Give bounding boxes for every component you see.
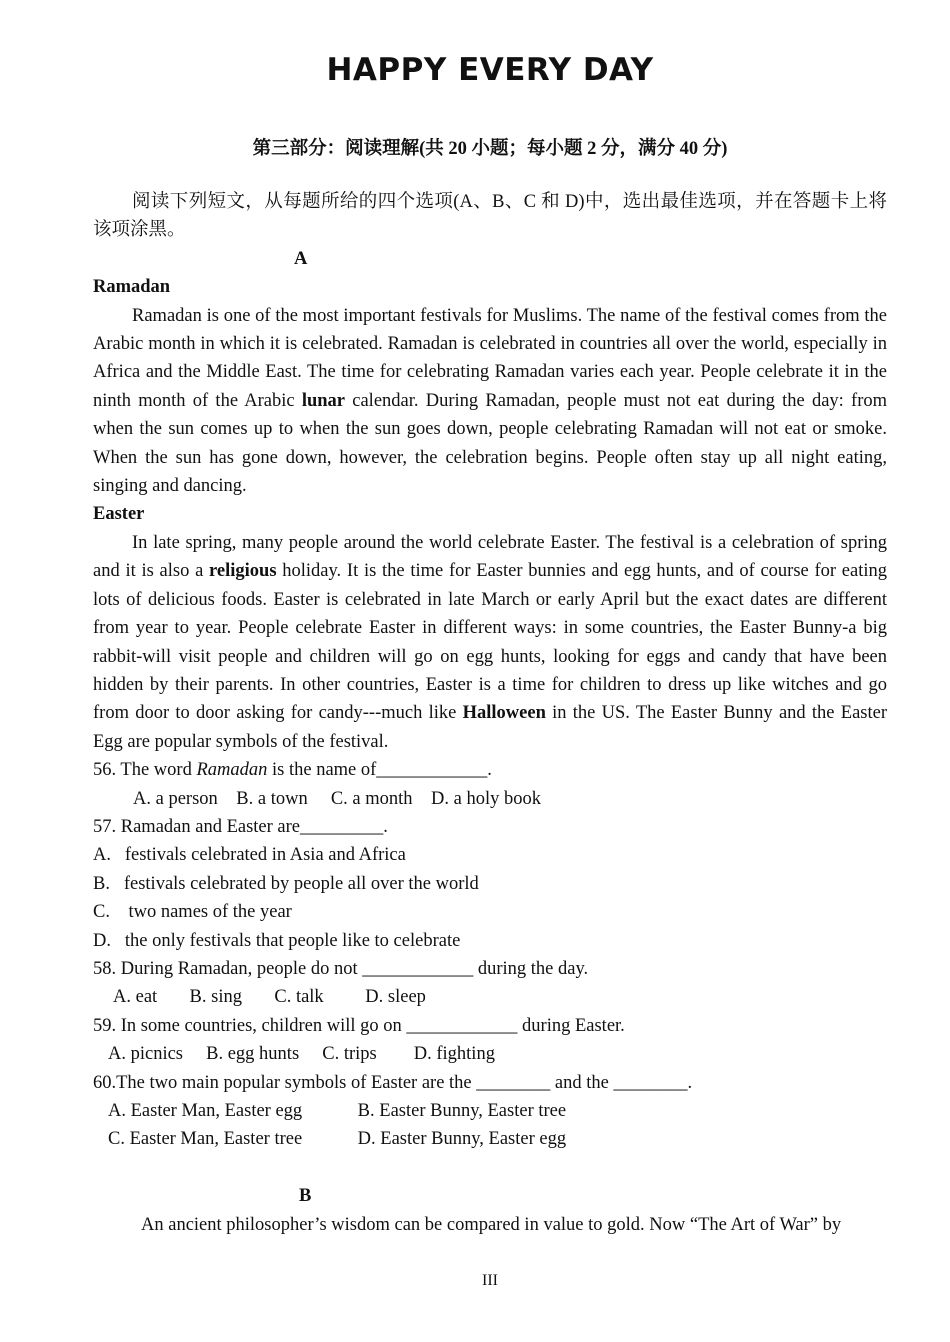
q60-options-row-1: A. Easter Man, Easter egg B. Easter Bunny, Easter tree bbox=[108, 1101, 567, 1121]
page-number: III bbox=[482, 1272, 498, 1289]
easter-text-2: holiday. It is the time for Easter bunnies and egg hunts, and of course for eating lots of delicious foods. Easter is celebrated in late March or early April but the exact dates are different from year to year. People celebrate Easter in different ways: in some countries, the Easter Bunny-a big rabbit-will visit people and children will go on egg hunts, looking for eggs and candy that have been hidden by their parents. In other countries, Easter is a time for children to dress up like witches and go from door to door asking for candy---much like bbox=[93, 561, 888, 724]
section-heading: 第三部分：阅读理解(共 20 小题；每小题 2 分，满分 40 分) bbox=[252, 139, 728, 159]
ramadan-heading: Ramadan bbox=[93, 277, 171, 298]
easter-bold-word-2: Halloween bbox=[462, 703, 546, 724]
question-58: 58. During Ramadan, people do not ____________ during the day. bbox=[93, 958, 589, 979]
q56-pre: 56. The word bbox=[93, 760, 197, 781]
spacer bbox=[93, 1154, 887, 1182]
ramadan-text-1: Ramadan is one of the most important festivals for Muslims. The name of the festival comes from the Arabic month in which it is celebrated. Ramadan is celebrated in countries all over the world, especially in Africa and the Middle East. The time for celebrating Ramadan varies each year. People celebrate it in the ninth month of the Arabic bbox=[93, 305, 887, 411]
easter-bold-word-1: religious bbox=[209, 561, 277, 582]
question-56 bbox=[93, 756, 887, 784]
ramadan-bold-word: lunar bbox=[301, 390, 346, 411]
question-57: 57. Ramadan and Easter are_________. bbox=[93, 816, 388, 837]
q60-options-row-2: C. Easter Man, Easter tree D. Easter Bunny, Easter egg bbox=[108, 1129, 567, 1150]
q56-options: A. a person B. a town C. a month D. a holy book bbox=[133, 788, 541, 809]
question-59: 59. In some countries, children will go on ____________ during Easter. bbox=[93, 1015, 625, 1036]
q57-option-a: A. festivals celebrated in Asia and Africa bbox=[93, 845, 406, 866]
passage-b-label: B bbox=[299, 1186, 312, 1207]
passage-b-paragraph: An ancient philosopher’s wisdom can be compared in value to gold. Now “The Art of War” by bbox=[141, 1214, 842, 1235]
q56-post: is the name of____________. bbox=[267, 760, 492, 781]
ramadan-text-2: calendar. During Ramadan, people must not eat during the day: from when the sun comes up to when the sun goes down, people celebrating Ramadan will not eat or smoke. When the sun has gone down, however, the celebration begins. People often stay up all night eating, singing and dancing. bbox=[93, 390, 887, 497]
easter-text-1: In late spring, many people around the world celebrate Easter. The festival is a celebration of spring and it is also a bbox=[93, 532, 887, 582]
q56-italic: Ramadan bbox=[196, 760, 268, 781]
question-60: 60.The two main popular symbols of Easter are the ________ and the ________. bbox=[93, 1072, 693, 1093]
ramadan-paragraph bbox=[93, 302, 887, 501]
passage-a-label: A bbox=[294, 248, 308, 269]
easter-text-3: in the US. The Easter Bunny and the Easter Egg are popular symbols of the festival. bbox=[93, 703, 887, 752]
page-title: HAPPY EVERY DAY bbox=[326, 52, 654, 88]
q57-option-c: C. two names of the year bbox=[93, 902, 292, 923]
q57-option-d: D. the only festivals that people like to celebrate bbox=[93, 930, 461, 951]
q59-options: A. picnics B. egg hunts C. trips D. fighting bbox=[108, 1044, 495, 1065]
instructions: 阅读下列短文，从每题所给的四个选项(A、B、C 和 D)中，选出最佳选项，并在答题卡上将该项涂黑。 bbox=[93, 192, 887, 241]
q57-option-b: B. festivals celebrated by people all over the world bbox=[93, 873, 479, 894]
q58-options: A. eat B. sing C. talk D. sleep bbox=[113, 987, 426, 1008]
easter-paragraph bbox=[93, 529, 887, 756]
document-body bbox=[93, 188, 887, 1239]
easter-heading: Easter bbox=[93, 504, 145, 525]
